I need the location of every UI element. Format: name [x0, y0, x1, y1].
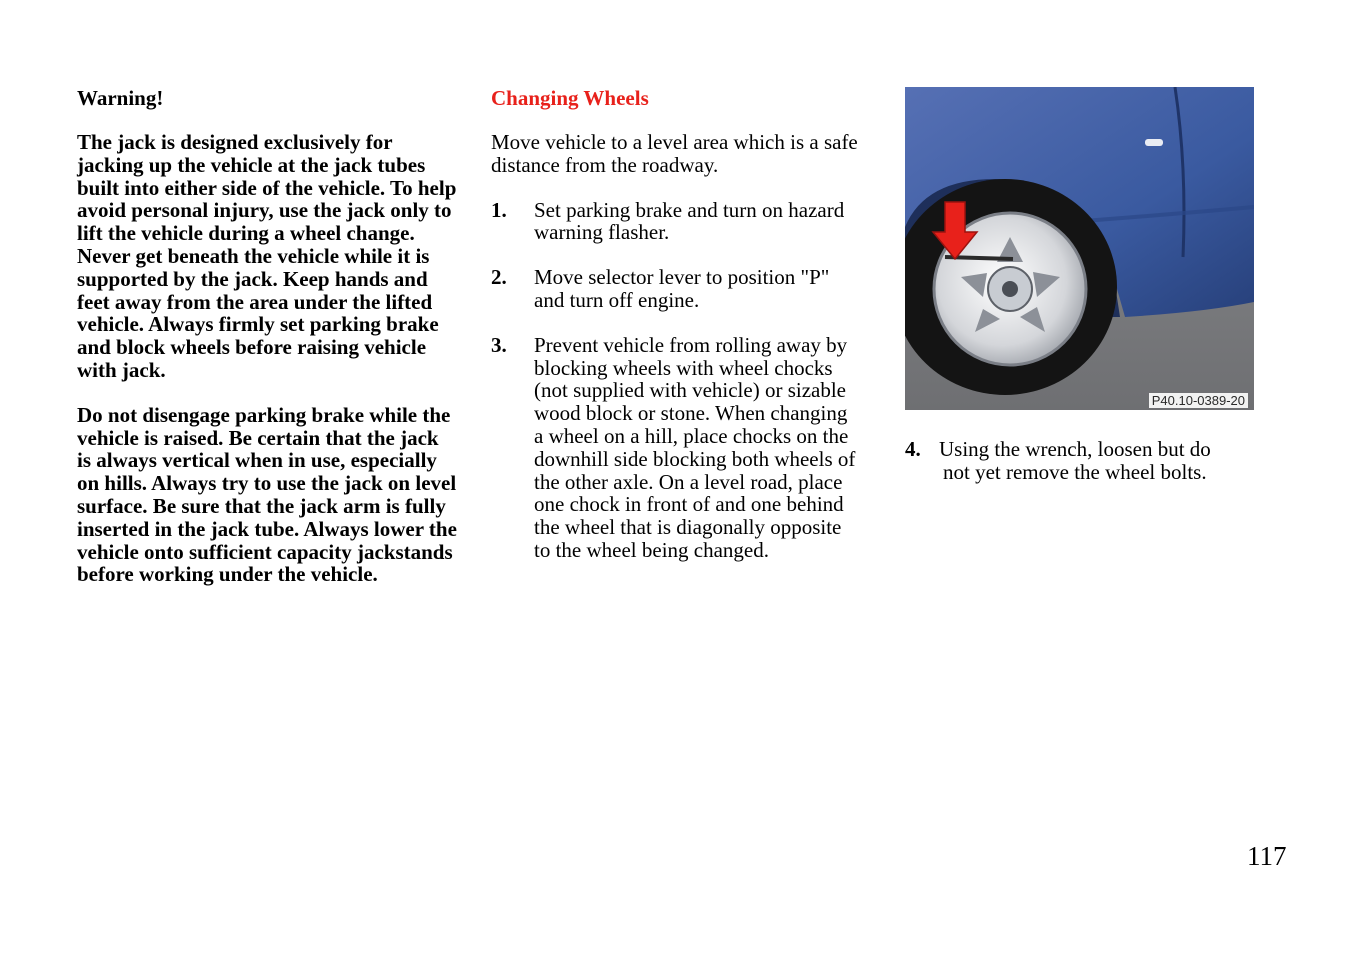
section-title: Changing Wheels	[491, 86, 649, 110]
step-3	[491, 334, 861, 562]
step-4	[905, 438, 1275, 484]
wheel-photo	[905, 87, 1254, 410]
step-number: 4.	[905, 437, 921, 461]
step-number: 2.	[491, 265, 507, 290]
car-wheel-illustration	[905, 87, 1254, 410]
step-text-line-2: not yet remove the wheel bolts.	[943, 459, 1207, 484]
warning-column	[77, 85, 457, 608]
step-text: Prevent vehicle from rolling away by blocking wheels with wheel chocks (not supplied with vehicle) or sizable wood block or stone. When changing a wheel on a hill, place chocks on the downhill side blocking both wheels of the other axle. On a level road, place one chock in front of and one behind the wheel that is diagonally opposite to the wheel being changed.	[534, 332, 856, 562]
step-2	[491, 266, 861, 312]
warning-paragraph-2: Do not disengage parking brake while the vehicle is raised. Be certain that the jack is always vertical when in use, especially on hills. Always try to use the jack on level surface. Be sure that the jack arm is fully inserted in the jack tube. Always lower the vehicle onto sufficient capacity jackstands before working under the vehicle.	[77, 402, 457, 587]
step-number: 3.	[491, 332, 507, 357]
figure-column	[905, 85, 1275, 484]
section-intro: Move vehicle to a level area which is a safe distance from the roadway.	[491, 130, 858, 177]
step-text	[939, 438, 1275, 484]
step-text-line-1: Using the wrench, loosen but do	[939, 437, 1211, 461]
step-number: 1.	[491, 197, 507, 222]
warning-paragraph-1: The jack is designed exclusively for jacking up the vehicle at the jack tubes built into either side of the vehicle. To help avoid personal injury, use the jack only to lift the vehicle during a wheel change. Never get beneath the vehicle while it is supported by the jack. Keep hands and feet away from the area under the lifted vehicle. Always firmly set parking brake and block wheels before raising vehicle with jack.	[77, 130, 457, 382]
step-1	[491, 199, 861, 245]
step-text: Move selector lever to position "P" and turn off engine.	[534, 265, 830, 312]
instructions-column	[491, 85, 861, 584]
step-text: Set parking brake and turn on hazard warning flasher.	[534, 197, 845, 245]
page-number: 117	[1247, 841, 1287, 871]
warning-title: Warning!	[77, 86, 164, 110]
figure-code: P40.10-0389-20	[1149, 393, 1248, 408]
